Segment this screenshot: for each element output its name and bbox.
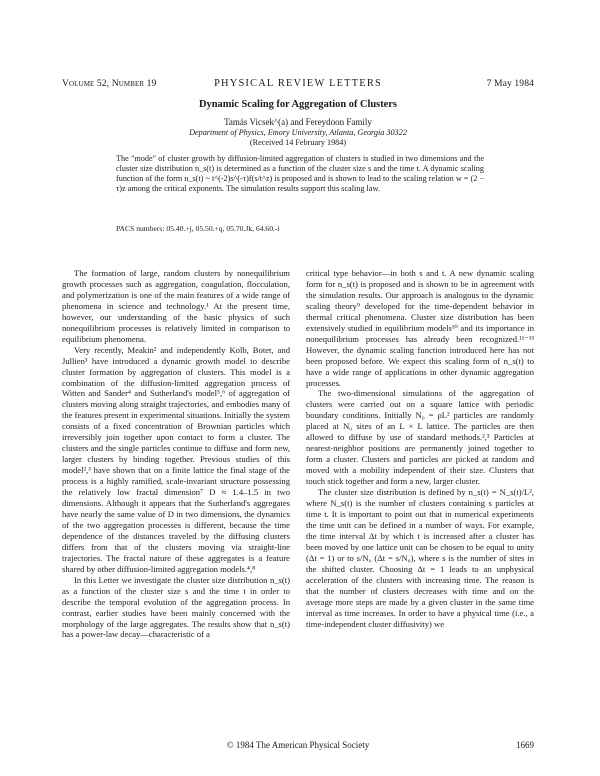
journal-name: PHYSICAL REVIEW LETTERS (214, 78, 382, 89)
right-column (306, 268, 534, 629)
abstract: The "mode" of cluster growth by diffusion-limited aggregation of clusters is studied in two dimensions and the cluster size distribution n_s(t) is determined as a function of the cluster size s and the time t. A dynamic scaling function of the form n_s(t) ~ t^(-2)s^(-τ)f(s/t^z) is proposed and is shown to lead to the scaling relation w = (2 − τ)z among the critical exponents. The simulation results support this scaling law. (116, 154, 484, 193)
body-paragraph: The cluster size distribution is defined by n_s(t) = N_s(t)/L², where N_s(t) is the number of clusters containing s particles at time t. It is important to point out that in numerical experiments the time unit can be defined in a number of ways. For example, the time interval Δt by which t is increased after a cluster has been moved by one lattice unit can be chosen to be equal to unity (Δt = 1) or to s/N₀ (Δt = s/N₀), where s is the number of sites in the shifted cluster. Choosing Δt = 1 leads to an unphysical acceleration of the clusters with increasing time. The reason is that the number of clusters decreases with time and on the average more steps are made by a given cluster in the same time interval as time increases. In order to have a physical time (i.e., a time-independent cluster diffusivity) we (306, 487, 534, 629)
body-paragraph: The formation of large, random clusters by nonequilibrium growth processes such as aggregation, coagulation, flocculation, and polymerization is one of the main features of a wide range of phenomena in science and technology.¹ At the present time, however, our understanding of the basic physics of such nonequilibrium processes is relatively limited in comparison to equilibrium phenomena. (62, 268, 290, 344)
received-date: (Received 14 February 1984) (249, 138, 347, 147)
article-authors: Tamás Vicsek^(a) and Fereydoon Family (224, 117, 372, 127)
volume-number: Volume 52, Number 19 (62, 78, 157, 89)
body-paragraph: In this Letter we investigate the cluster size distribution n_s(t) as a function of the cluster size s and the time t in order to describe the temporal evolution of the aggregation process. In contrast, earlier studies have been mainly concerned with the morphology of the large aggregates. The results show that n_s(t) has a power-law decay—characteristic of a (62, 574, 290, 640)
body-paragraph: Very recently, Meakin² and independently Kolb, Botet, and Jullien³ have introduced a dynamic growth model to describe cluster formation by aggregation of clusters. This model is a combination of the diffusion-limited aggregation process of Witten and Sander⁴ and Sutherland's model⁵,⁶ of aggregation of clusters moving along straight trajectories, and embodies many of the features present in experimental situations. Initially the system consists of a fixed concentration of Brownian particles which irreversibly join together upon contact to form a cluster. The clusters and the single particles continue to diffuse and form new, larger clusters by binding together. Previous studies of this model²,³ have shown that on a finite lattice the final stage of the process is a highly ramified, scale-invariant structure possessing the relatively low fractal dimension⁷ D ≈ 1.4–1.5 in two dimensions. Although it appears that the Sutherland's aggregates have nearly the same value of D in two dimensions, the dynamics of the two aggregation processes is different, because the time dependence of the distances traveled by the diffusing clusters differs from that of the clusters moving via straight-line trajectories. The fractal nature of these aggregates is a feature shared by other diffusion-limited aggregation models.⁴,⁸ (62, 344, 290, 574)
page-number: 1669 (516, 740, 534, 750)
body-paragraph: The two-dimensional simulations of the aggregation of clusters were carried out on a square lattice with periodic boundary conditions. Initially N₀ = ρL² particles are randomly placed at N₀ sites of an L × L lattice. The particles are then allowed to diffuse by use of standard methods.²,³ Particles at nearest-neighbor positions are permanently joined together to form a cluster. Clusters and particles are picked at random and moved with a mobility independent of their size. Clusters that touch stick together and form a new, larger cluster. (306, 388, 534, 487)
left-column (62, 268, 290, 640)
issue-date: 7 May 1984 (486, 78, 534, 89)
author-affiliation: Department of Physics, Emory University, Atlanta, Georgia 30322 (189, 128, 407, 137)
pacs-numbers: PACS numbers: 05.40.+j, 05.50.+q, 05.70.Jk, 64.60.-i (116, 224, 280, 233)
page-footer (62, 740, 534, 752)
body-paragraph: critical type behavior—in both s and t. A new dynamic scaling form for n_s(t) is proposed and is shown to be in agreement with the simulation results. Our approach is analogous to the dynamic scaling theory⁹ developed for the time-dependent behavior in thermal critical phenomena. Cluster size distribution has been extensively studied in equilibrium models¹⁰ and its importance in nonequilibrium processes has already been recognized.¹¹⁻¹³ However, the dynamic scaling function introduced here has not been proposed before. We expect this scaling form of n_s(t) to have a wide range of applications in other dynamic aggregation processes. (306, 268, 534, 388)
running-header (62, 78, 534, 92)
copyright-notice: © 1984 The American Physical Society (226, 740, 370, 750)
article-title: Dynamic Scaling for Aggregation of Clusters (199, 99, 397, 110)
